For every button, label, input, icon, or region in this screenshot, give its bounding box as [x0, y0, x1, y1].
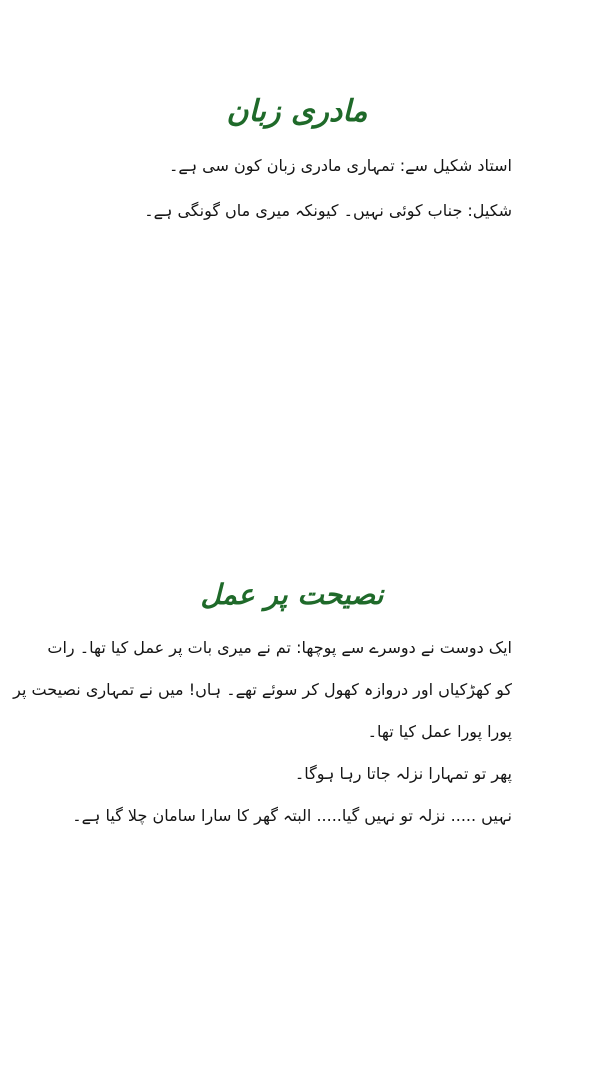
joke-line: شکیل: جناب کوئی نہیں۔ کیونکہ میری ماں گونگی ہے۔: [144, 201, 512, 220]
joke-line: پھر تو تمہارا نزلہ جاتا رہا ہوگا۔: [294, 764, 512, 783]
joke-content: [13, 634, 512, 844]
joke-line: استاد شکیل سے: تمہاری مادری زبان کون سی ہے۔: [168, 156, 512, 175]
joke-line: پورا پورا عمل کیا تھا۔: [367, 722, 512, 741]
joke-line: کو کھڑکیاں اور دروازہ کھول کر سوئے تھے۔ ہاں! میں نے تمہاری نصیحت پر: [13, 680, 512, 699]
joke-section-mother-tongue: [0, 94, 594, 220]
joke-content: [72, 153, 512, 243]
joke-line: ایک دوست نے دوسرے سے پوچھا: تم نے میری بات پر عمل کیا تھا۔ رات: [47, 638, 512, 657]
section-title: مادری زبان: [226, 94, 368, 129]
section-title: نصیحت پر عمل: [200, 578, 384, 611]
joke-section-advice: [0, 578, 594, 825]
joke-line: نہیں ..... نزلہ تو نہیں گیا..... البتہ گھر کا سارا سامان چلا گیا ہے۔: [72, 806, 512, 825]
